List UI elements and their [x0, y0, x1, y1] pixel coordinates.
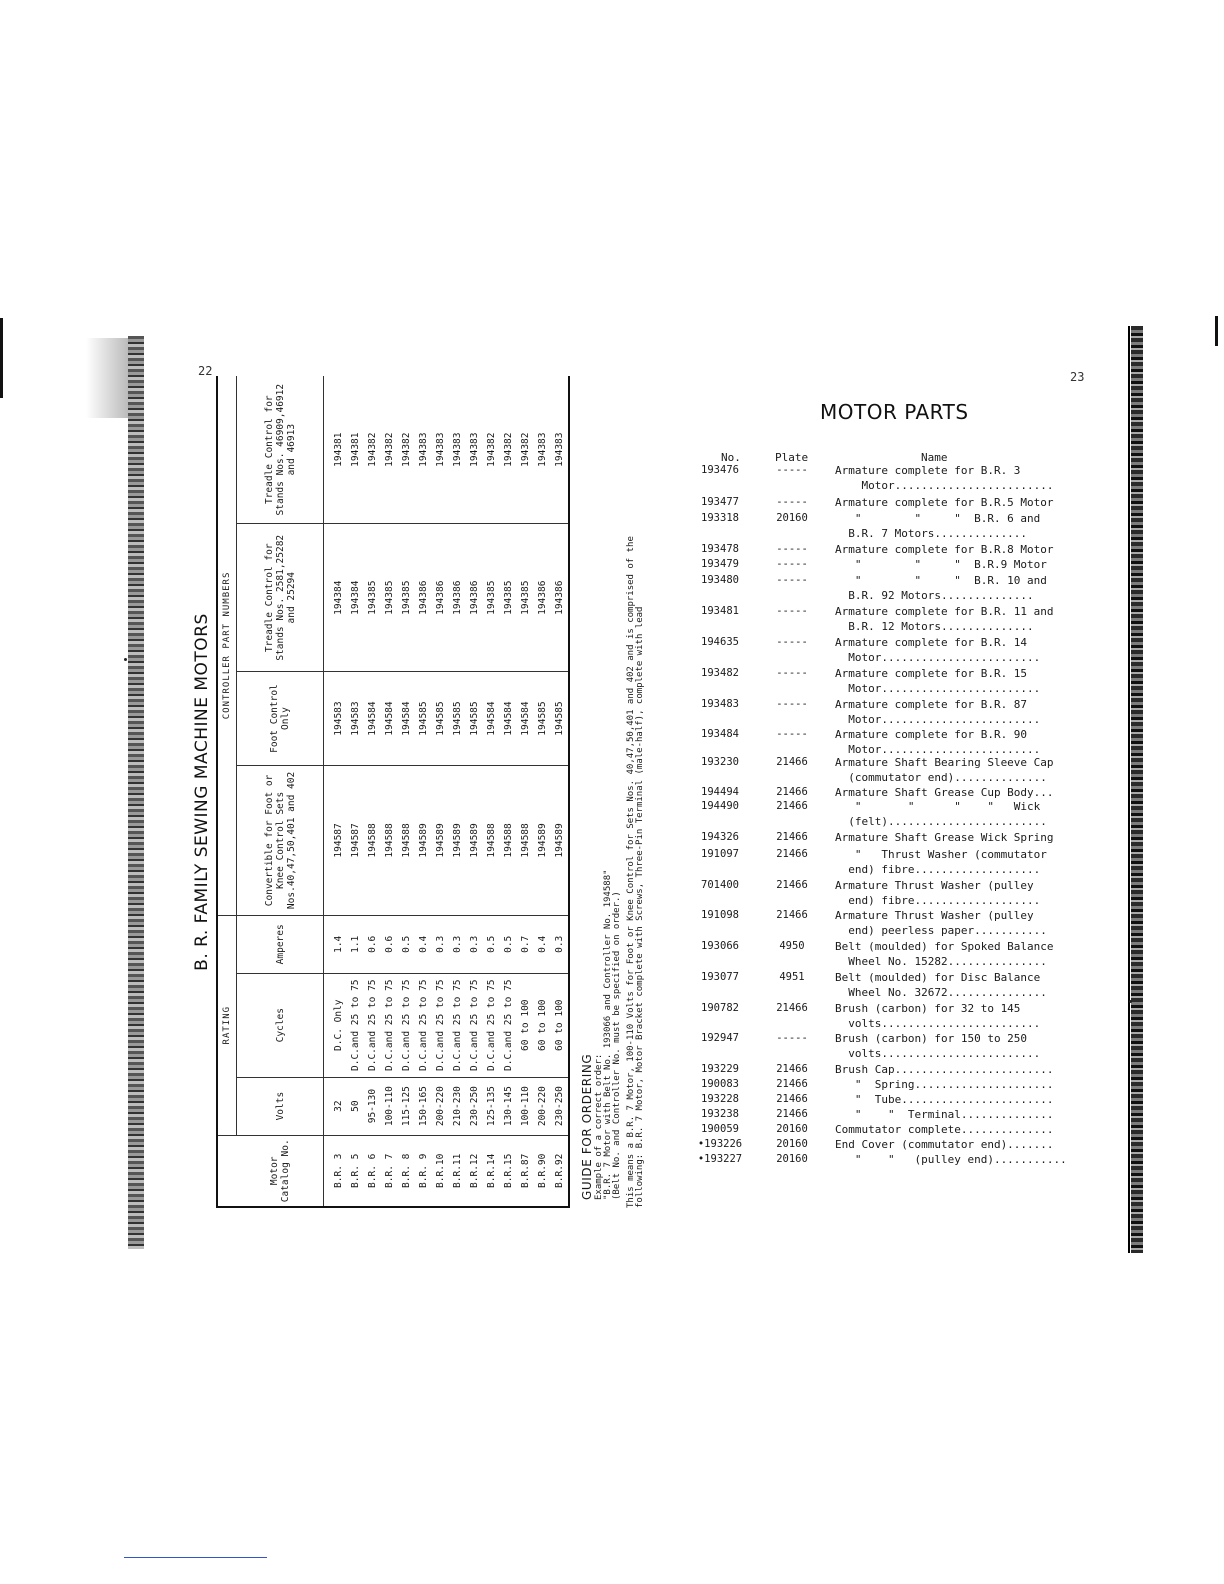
- table-cell: 194384: [347, 524, 364, 672]
- table-cell: 194584: [398, 672, 415, 766]
- plate-number: 20160: [776, 1138, 808, 1150]
- table-cell: 194381: [347, 376, 364, 524]
- part-name: Belt (moulded) for Spoked Balance Wheel No. 15282...............: [835, 940, 1054, 968]
- scan-speck: [1129, 1000, 1132, 1003]
- table-cell: B.R.90: [534, 1135, 551, 1207]
- part-name: Armature Shaft Bearing Sleeve Cap (commutator end)..............: [835, 756, 1054, 784]
- table-cell: 194386: [449, 524, 466, 672]
- table-cell: 194585: [415, 672, 432, 766]
- part-name: Armature complete for B.R. 14 Motor........................: [835, 636, 1041, 664]
- table-cell: 194386: [534, 524, 551, 672]
- part-number: 193077: [701, 971, 739, 983]
- table-row: [500, 376, 517, 1207]
- part-number: 193481: [701, 605, 739, 617]
- table-cell: 194383: [449, 376, 466, 524]
- guide-line: Example of a correct order:: [594, 1053, 604, 1200]
- footer-link-underline: [124, 1557, 267, 1558]
- table-row: [449, 376, 466, 1207]
- part-name: Armature Thrust Washer (pulley end) peerless paper...........: [835, 909, 1047, 937]
- guide-line: "B.R. 7 Motor with Belt No. 193066 and Controller No. 194588": [603, 869, 613, 1200]
- part-number: 193483: [701, 698, 739, 710]
- page-title-left: B. R. FAMILY SEWING MACHINE MOTORS: [192, 613, 212, 971]
- part-name: Belt (moulded) for Disc Balance Wheel No. 32672...............: [835, 971, 1047, 999]
- table-cell: D.C. Only: [324, 973, 348, 1077]
- plate-number: -----: [776, 728, 808, 740]
- part-number: 194635: [701, 636, 739, 648]
- table-cell: 0.3: [449, 915, 466, 973]
- part-number: 193228: [701, 1093, 739, 1105]
- table-cell: D.C.and 25 to 75: [364, 973, 381, 1077]
- part-name: Armature Thrust Washer (pulley end) fibre...................: [835, 879, 1041, 907]
- part-name: Armature complete for B.R. 11 and B.R. 12 Motors..............: [835, 605, 1054, 633]
- part-name: " " (pulley end)...........: [835, 1153, 1067, 1166]
- plate-number: -----: [776, 464, 808, 476]
- plate-number: -----: [776, 698, 808, 710]
- table-cell: B.R. 5: [347, 1135, 364, 1207]
- part-number: 193066: [701, 940, 739, 952]
- plate-number: 21466: [776, 756, 808, 768]
- page-edge-right: [1131, 326, 1143, 1253]
- plate-number: 20160: [776, 512, 808, 524]
- part-number: 193484: [701, 728, 739, 740]
- column-header: Treadle Control for Stands Nos. 46909,46912 and 46913: [237, 376, 324, 524]
- table-cell: B.R. 6: [364, 1135, 381, 1207]
- table-cell: 194589: [551, 765, 569, 915]
- table-cell: D.C.and 25 to 75: [347, 973, 364, 1077]
- table-cell: D.C.and 25 to 75: [466, 973, 483, 1077]
- table-cell: 0.3: [432, 915, 449, 973]
- part-number: 193477: [701, 496, 739, 508]
- table-cell: 95-130: [364, 1077, 381, 1135]
- table-cell: 194383: [466, 376, 483, 524]
- table-row: [398, 376, 415, 1207]
- table-cell: 60 to 100: [517, 973, 534, 1077]
- table-cell: B.R. 7: [381, 1135, 398, 1207]
- column-header: Convertible for Foot or Knee Control Sets Nos.40,47,50,401 and 402: [237, 765, 324, 915]
- part-number: 193479: [701, 558, 739, 570]
- part-number: 193476: [701, 464, 739, 476]
- table-cell: 194383: [415, 376, 432, 524]
- plate-number: -----: [776, 636, 808, 648]
- table-cell: 194583: [347, 672, 364, 766]
- part-name: Armature complete for B.R. 87 Motor........................: [835, 698, 1041, 726]
- motor-table: [216, 376, 570, 1208]
- part-number: •193227: [697, 1153, 743, 1165]
- column-header: Amperes: [237, 915, 324, 973]
- table-cell: B.R.15: [500, 1135, 517, 1207]
- group-header-blank: [217, 1135, 237, 1207]
- table-cell: D.C.and 25 to 75: [398, 973, 415, 1077]
- part-name: Armature Shaft Grease Wick Spring: [835, 831, 1054, 844]
- table-cell: B.R.10: [432, 1135, 449, 1207]
- page-edge-right-line: [1128, 326, 1130, 1253]
- table-cell: 0.5: [500, 915, 517, 973]
- table-cell: 0.4: [415, 915, 432, 973]
- table-row: [324, 376, 348, 1207]
- part-name: Armature Shaft Grease Cup Body...: [835, 786, 1054, 799]
- table-cell: 0.3: [551, 915, 569, 973]
- table-cell: 200-220: [432, 1077, 449, 1135]
- part-name: " Spring.....................: [835, 1078, 1054, 1091]
- table-cell: B.R. 9: [415, 1135, 432, 1207]
- column-header: Cycles: [237, 973, 324, 1077]
- table-cell: 194589: [449, 765, 466, 915]
- table-row: [432, 376, 449, 1207]
- table-cell: 0.4: [534, 915, 551, 973]
- part-number: •193226: [697, 1138, 743, 1150]
- guide-title: GUIDE FOR ORDERING: [580, 1053, 594, 1200]
- table-cell: D.C.and 25 to 75: [500, 973, 517, 1077]
- part-number: 191098: [701, 909, 739, 921]
- plate-number: 4950: [779, 940, 805, 952]
- plate-number: 21466: [776, 909, 808, 921]
- part-number: 193238: [701, 1108, 739, 1120]
- table-cell: 194589: [466, 765, 483, 915]
- scan-speck: [124, 658, 127, 661]
- table-cell: 194382: [364, 376, 381, 524]
- table-cell: 230-250: [551, 1077, 569, 1135]
- table-cell: 194383: [551, 376, 569, 524]
- table-cell: 194589: [432, 765, 449, 915]
- page-number-right: 23: [1070, 370, 1085, 384]
- column-header: Foot Control Only: [237, 672, 324, 766]
- table-cell: 194385: [381, 524, 398, 672]
- table-row: [534, 376, 551, 1207]
- part-number: 194494: [701, 786, 739, 798]
- part-number: 194326: [701, 831, 739, 843]
- table-cell: D.C.and 25 to 75: [432, 973, 449, 1077]
- table-cell: B.R. 8: [398, 1135, 415, 1207]
- part-number: 193480: [701, 574, 739, 586]
- page-title-right: MOTOR PARTS: [820, 400, 969, 424]
- table-cell: 194382: [381, 376, 398, 524]
- table-row: [483, 376, 500, 1207]
- table-cell: 194584: [483, 672, 500, 766]
- column-header: Volts: [237, 1077, 324, 1135]
- table-cell: 1.4: [324, 915, 348, 973]
- table-cell: D.C.and 25 to 75: [381, 973, 398, 1077]
- table-row: [415, 376, 432, 1207]
- table-cell: 194382: [517, 376, 534, 524]
- plate-number: 21466: [776, 1093, 808, 1105]
- table-cell: D.C.and 25 to 75: [483, 973, 500, 1077]
- table-cell: D.C.and 25 to 75: [415, 973, 432, 1077]
- table-cell: 194588: [483, 765, 500, 915]
- guide-line: (Belt No. and Controller No. must be specified on order.): [612, 891, 622, 1200]
- table-cell: 230-250: [466, 1077, 483, 1135]
- part-number: 194490: [701, 800, 739, 812]
- table-cell: 194386: [551, 524, 569, 672]
- table-cell: 130-145: [500, 1077, 517, 1135]
- table-cell: 115-125: [398, 1077, 415, 1135]
- plate-number: 21466: [776, 786, 808, 798]
- table-cell: 194584: [500, 672, 517, 766]
- page-number-left: 22: [198, 364, 213, 378]
- table-cell: B.R.11: [449, 1135, 466, 1207]
- part-name: " Thrust Washer (commutator end) fibre...................: [848, 848, 1047, 876]
- table-cell: D.C.and 25 to 75: [449, 973, 466, 1077]
- part-name: Commutator complete..............: [835, 1123, 1054, 1136]
- table-cell: 194589: [534, 765, 551, 915]
- plate-number: 21466: [776, 848, 808, 860]
- plate-number: -----: [776, 667, 808, 679]
- table-row: [347, 376, 364, 1207]
- table-cell: 210-230: [449, 1077, 466, 1135]
- table-cell: 200-220: [534, 1077, 551, 1135]
- part-name: Armature complete for B.R.8 Motor: [835, 543, 1054, 556]
- table-row: [551, 376, 569, 1207]
- part-name: Brush (carbon) for 150 to 250 volts........................: [835, 1032, 1041, 1060]
- part-number: 191097: [701, 848, 739, 860]
- table-cell: 0.3: [466, 915, 483, 973]
- table-cell: 194588: [500, 765, 517, 915]
- table-cell: 0.5: [483, 915, 500, 973]
- table-row: [381, 376, 398, 1207]
- table-row: [466, 376, 483, 1207]
- plate-number: 21466: [776, 1078, 808, 1090]
- table-cell: 194386: [466, 524, 483, 672]
- table-cell: 194585: [432, 672, 449, 766]
- table-cell: 194385: [517, 524, 534, 672]
- group-header-controller: CONTROLLER PART NUMBERS: [217, 376, 237, 915]
- scan-mark-right: [1215, 316, 1218, 346]
- table-cell: 194382: [500, 376, 517, 524]
- part-name: Armature complete for B.R. 15 Motor........................: [835, 667, 1041, 695]
- motor-table-body: [324, 376, 570, 1207]
- table-cell: 194584: [517, 672, 534, 766]
- table-cell: 194583: [324, 672, 348, 766]
- guide-line: following: B.R. 7 Motor, Motor Bracket complete with Screws, Three-Pin Terminal (male-half), complete with lead: [635, 606, 645, 1208]
- part-number: 190083: [701, 1078, 739, 1090]
- part-name: Armature complete for B.R. 90 Motor........................: [835, 728, 1041, 756]
- column-header: Motor Catalog No.: [237, 1135, 324, 1207]
- table-cell: 100-110: [517, 1077, 534, 1135]
- table-cell: 1.1: [347, 915, 364, 973]
- part-name: " " " " Wick (felt)........................: [848, 800, 1047, 828]
- table-cell: 150-165: [415, 1077, 432, 1135]
- table-cell: 194385: [483, 524, 500, 672]
- part-number: 193230: [701, 756, 739, 768]
- table-row: [517, 376, 534, 1207]
- table-cell: B.R.12: [466, 1135, 483, 1207]
- plate-number: -----: [776, 1032, 808, 1044]
- scan-mark-left: [0, 318, 3, 398]
- table-cell: 194383: [534, 376, 551, 524]
- table-cell: 194588: [398, 765, 415, 915]
- table-cell: 194386: [415, 524, 432, 672]
- table-cell: B.R.14: [483, 1135, 500, 1207]
- part-number: 192947: [701, 1032, 739, 1044]
- part-name: Brush (carbon) for 32 to 145 volts........................: [835, 1002, 1041, 1030]
- table-cell: 194384: [324, 524, 348, 672]
- table-cell: 194382: [483, 376, 500, 524]
- part-name: " Tube.......................: [835, 1093, 1054, 1106]
- table-cell: 194588: [517, 765, 534, 915]
- plate-number: -----: [776, 558, 808, 570]
- part-number: 701400: [701, 879, 739, 891]
- table-cell: 100-110: [381, 1077, 398, 1135]
- column-header-no: No.: [721, 451, 741, 464]
- column-header-name: Name: [921, 451, 948, 464]
- part-name: " " Terminal..............: [835, 1108, 1054, 1121]
- column-header-plate: Plate: [775, 451, 809, 464]
- table-row: [364, 376, 381, 1207]
- plate-number: 4951: [779, 971, 805, 983]
- table-cell: 32: [324, 1077, 348, 1135]
- table-cell: 50: [347, 1077, 364, 1135]
- part-name: " " " B.R.9 Motor: [835, 558, 1047, 571]
- plate-number: 21466: [776, 1002, 808, 1014]
- plate-number: 21466: [776, 1063, 808, 1075]
- table-cell: 0.7: [517, 915, 534, 973]
- table-cell: 0.6: [381, 915, 398, 973]
- table-cell: 194584: [381, 672, 398, 766]
- part-name: " " " B.R. 10 and B.R. 92 Motors..............: [848, 574, 1047, 602]
- table-cell: 194386: [432, 524, 449, 672]
- table-cell: 194385: [364, 524, 381, 672]
- part-number: 190059: [701, 1123, 739, 1135]
- part-number: 193482: [701, 667, 739, 679]
- table-cell: 194585: [551, 672, 569, 766]
- table-cell: 194385: [398, 524, 415, 672]
- part-number: 190782: [701, 1002, 739, 1014]
- group-header-rating: RATING: [217, 915, 237, 1135]
- plate-number: 20160: [776, 1123, 808, 1135]
- part-number: 193478: [701, 543, 739, 555]
- table-cell: 194587: [347, 765, 364, 915]
- table-cell: 194385: [500, 524, 517, 672]
- plate-number: -----: [776, 605, 808, 617]
- plate-number: -----: [776, 496, 808, 508]
- page-edge-left: [128, 336, 144, 1249]
- plate-number: -----: [776, 574, 808, 586]
- plate-number: 21466: [776, 831, 808, 843]
- rotated-motor-table-page: [192, 376, 648, 1208]
- plate-number: -----: [776, 543, 808, 555]
- part-name: " " " B.R. 6 and B.R. 7 Motors..............: [848, 512, 1041, 540]
- part-name: Brush Cap........................: [835, 1063, 1054, 1076]
- table-cell: 60 to 100: [551, 973, 569, 1077]
- table-cell: 194585: [466, 672, 483, 766]
- part-name: Armature complete for B.R.5 Motor: [835, 496, 1054, 509]
- table-cell: 194383: [432, 376, 449, 524]
- plate-number: 21466: [776, 800, 808, 812]
- table-cell: 194585: [449, 672, 466, 766]
- table-cell: 194382: [398, 376, 415, 524]
- table-cell: 194588: [364, 765, 381, 915]
- table-cell: B.R.87: [517, 1135, 534, 1207]
- table-cell: 0.6: [364, 915, 381, 973]
- table-cell: 60 to 100: [534, 973, 551, 1077]
- part-name: Armature complete for B.R. 3 Motor........................: [835, 464, 1054, 492]
- table-cell: 125-135: [483, 1077, 500, 1135]
- table-cell: 194381: [324, 376, 348, 524]
- plate-number: 21466: [776, 1108, 808, 1120]
- table-cell: B.R. 3: [324, 1135, 348, 1207]
- plate-number: 20160: [776, 1153, 808, 1165]
- part-name: End Cover (commutator end).......: [835, 1138, 1054, 1151]
- table-cell: 194587: [324, 765, 348, 915]
- table-cell: B.R.92: [551, 1135, 569, 1207]
- plate-number: 21466: [776, 879, 808, 891]
- guide-line: This means a B.R. 7 Motor, 100-110 Volts for Foot or Knee Control for Sets Nos. 40,47,50,401 and 402 and is comprised of the: [626, 536, 636, 1208]
- table-cell: 194585: [534, 672, 551, 766]
- table-cell: 0.5: [398, 915, 415, 973]
- part-number: 193318: [701, 512, 739, 524]
- part-number: 193229: [701, 1063, 739, 1075]
- table-cell: 194584: [364, 672, 381, 766]
- table-cell: 194589: [415, 765, 432, 915]
- table-cell: 194588: [381, 765, 398, 915]
- column-header: Treadle Control for Stands Nos. 2581,25282 and 25294: [237, 524, 324, 672]
